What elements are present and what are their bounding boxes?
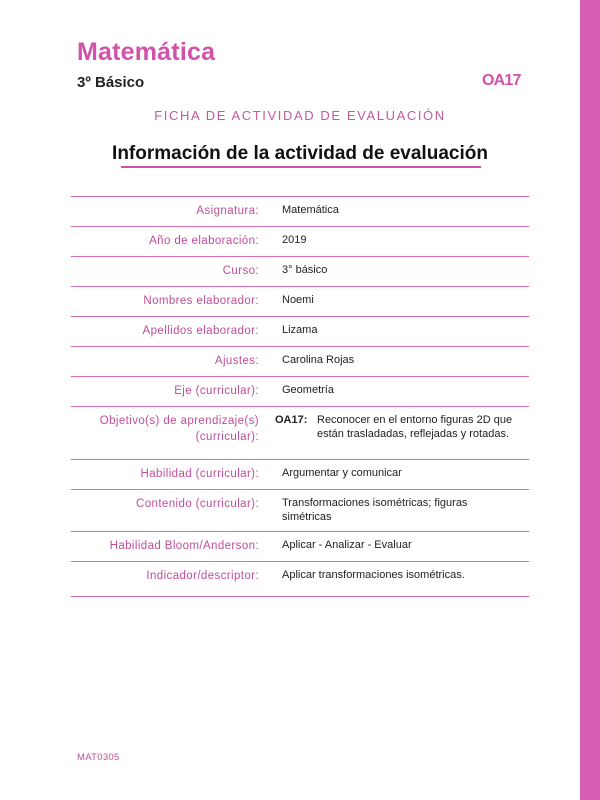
row-label: Asignatura: bbox=[196, 205, 259, 217]
row-value: 3° básico bbox=[282, 264, 328, 276]
objective-text: Reconocer en el entorno figuras 2D que están trasladadas, reflejadas y rotadas. bbox=[317, 414, 513, 440]
table-row bbox=[71, 317, 529, 347]
document-code: MAT0305 bbox=[77, 752, 120, 763]
table-row bbox=[71, 287, 529, 317]
row-label: Apellidos elaborador: bbox=[142, 325, 259, 337]
row-value: 2019 bbox=[282, 234, 307, 246]
row-label: Eje (curricular): bbox=[174, 385, 259, 397]
sheet-type-heading: FICHA DE ACTIVIDAD DE EVALUACIÓN bbox=[154, 108, 446, 123]
table-row bbox=[71, 407, 529, 460]
info-table bbox=[71, 196, 529, 597]
objective-code: OA17: bbox=[275, 414, 308, 426]
table-row bbox=[71, 257, 529, 287]
subject-title: Matemática bbox=[77, 38, 216, 66]
row-value: Transformaciones isométricas; figuras simétricas bbox=[282, 497, 468, 523]
row-label: Habilidad (curricular): bbox=[140, 468, 259, 480]
row-value: Noemi bbox=[282, 294, 314, 306]
table-row bbox=[71, 197, 529, 227]
row-label: Habilidad Bloom/Anderson: bbox=[109, 540, 259, 552]
row-value: Lizama bbox=[282, 324, 318, 336]
row-label: Ajustes: bbox=[214, 355, 259, 367]
row-label: Curso: bbox=[222, 265, 259, 277]
table-row bbox=[71, 490, 529, 532]
row-value: Geometría bbox=[282, 384, 334, 396]
table-row bbox=[71, 377, 529, 407]
row-value: Argumentar y comunicar bbox=[282, 467, 402, 479]
row-value: Matemática bbox=[282, 204, 339, 216]
title-underline bbox=[121, 166, 481, 168]
objective-code-badge: OA17 bbox=[482, 72, 521, 89]
row-label: Objetivo(s) de aprendizaje(s) (curricular): bbox=[99, 415, 259, 443]
row-label: Contenido (curricular): bbox=[136, 498, 259, 510]
table-row bbox=[71, 532, 529, 562]
row-value: Carolina Rojas bbox=[282, 354, 355, 366]
row-value: Aplicar transformaciones isométricas. bbox=[282, 569, 465, 581]
row-label: Nombres elaborador: bbox=[143, 295, 259, 307]
row-label: Indicador/descriptor: bbox=[146, 570, 259, 582]
table-row bbox=[71, 347, 529, 377]
section-title: Información de la actividad de evaluación bbox=[112, 143, 488, 164]
table-row bbox=[71, 227, 529, 257]
row-label: Año de elaboración: bbox=[149, 235, 259, 247]
table-row bbox=[71, 460, 529, 490]
table-row bbox=[71, 562, 529, 597]
grade-label: 3º Básico bbox=[77, 74, 145, 91]
row-value bbox=[275, 413, 529, 445]
row-value: Aplicar - Analizar - Evaluar bbox=[282, 539, 412, 551]
